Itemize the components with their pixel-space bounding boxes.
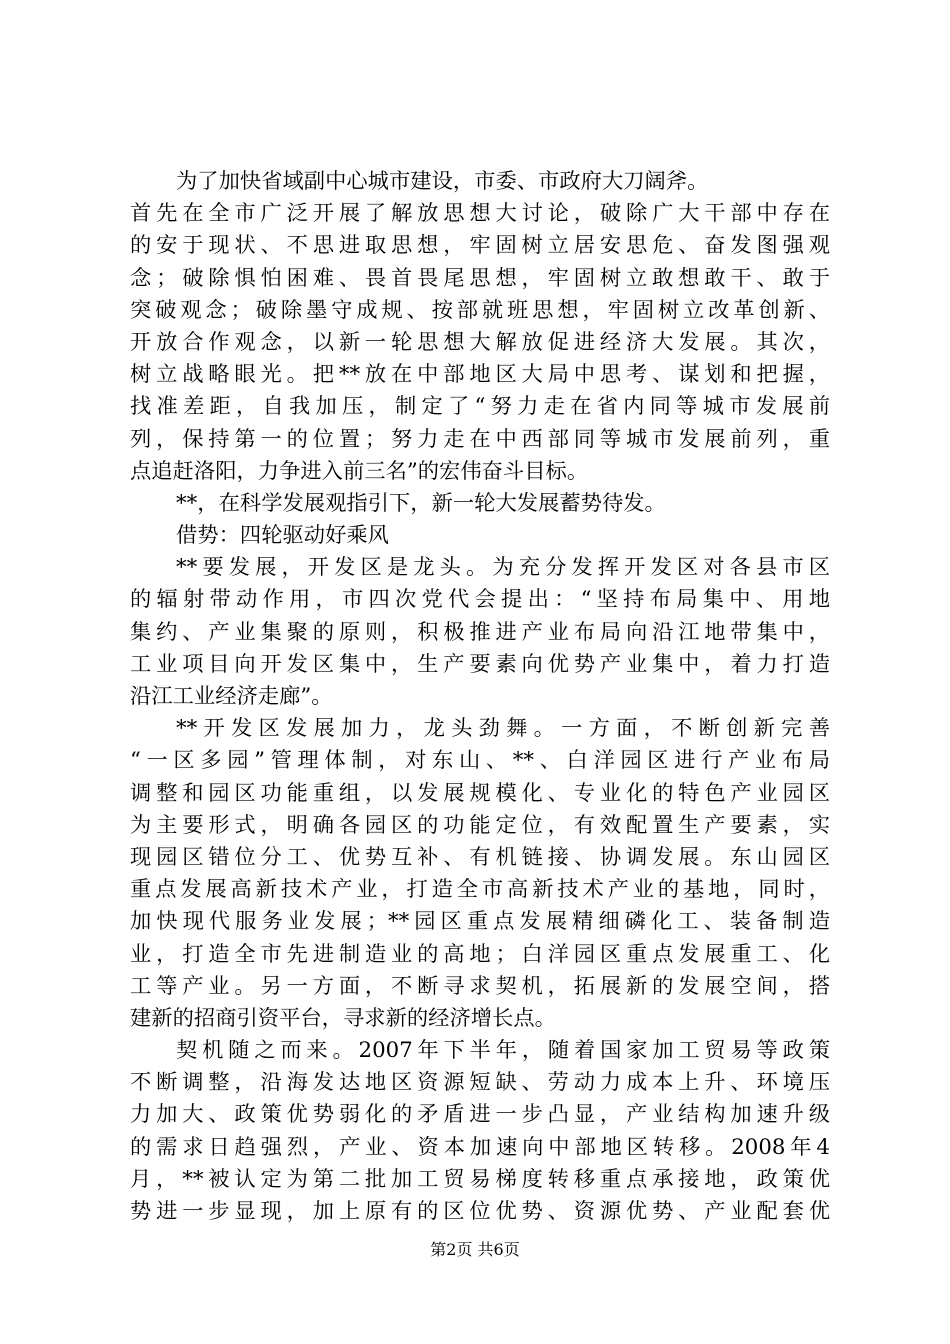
text-line: 列，保持第一的位置；努力走在中西部同等城市发展前列，重 bbox=[130, 426, 830, 452]
text-line: 建新的招商引资平台，寻求新的经济增长点。 bbox=[130, 1005, 556, 1031]
text-line: 首先在全市广泛开展了解放思想大讨论，破除广大干部中存在 bbox=[130, 201, 830, 227]
text-line: 集约、产业集聚的原则，积极推进产业布局向沿江地带集中， bbox=[130, 619, 830, 645]
text-line: 不断调整，沿海发达地区资源短缺、劳动力成本上升、环境压 bbox=[130, 1070, 830, 1096]
text-line: 找准差距，自我加压，制定了“努力走在省内同等城市发展前 bbox=[130, 394, 830, 420]
text-line: 的辐射带动作用，市四次党代会提出：“坚持布局集中、用地 bbox=[130, 587, 830, 613]
text-line: 重点发展高新技术产业，打造全市高新技术产业的基地，同时， bbox=[130, 877, 830, 903]
text-line: 念；破除惧怕困难、畏首畏尾思想，牢固树立敢想敢干、敢于 bbox=[130, 265, 830, 291]
text-line: 的需求日趋强烈，产业、资本加速向中部地区转移。2008年4 bbox=[130, 1134, 830, 1160]
text-line: 月，**被认定为第二批加工贸易梯度转移重点承接地，政策优 bbox=[130, 1166, 830, 1192]
page-number-footer: 第2页 共6页 bbox=[430, 1240, 520, 1259]
text-line: **，在科学发展观指引下，新一轮大发展蓄势待发。 bbox=[176, 490, 666, 516]
text-line: 契机随之而来。2007年下半年，随着国家加工贸易等政策 bbox=[176, 1038, 830, 1064]
text-line: 点追赶洛阳，力争进入前三名”的宏伟奋斗目标。 bbox=[130, 458, 589, 484]
text-line: 树立战略眼光。把**放在中部地区大局中思考、谋划和把握， bbox=[130, 362, 830, 388]
text-line: 加快现代服务业发展；**园区重点发展精细磷化工、装备制造 bbox=[130, 909, 830, 935]
text-line: 开放合作观念，以新一轮思想大解放促进经济大发展。其次， bbox=[130, 329, 830, 355]
text-line: 突破观念；破除墨守成规、按部就班思想，牢固树立改革创新、 bbox=[130, 297, 830, 323]
text-line: “一区多园”管理体制，对东山、**、白洋园区进行产业布局 bbox=[130, 748, 830, 774]
text-line: 的安于现状、不思进取思想，牢固树立居安思危、奋发图强观 bbox=[130, 233, 830, 259]
text-line: 沿江工业经济走廊”。 bbox=[130, 684, 333, 709]
text-line: 业，打造全市先进制造业的高地；白洋园区重点发展重工、化 bbox=[130, 941, 830, 967]
text-line: **要发展，开发区是龙头。为充分发挥开发区对各县市区 bbox=[176, 555, 830, 581]
text-line: **开发区发展加力，龙头劲舞。一方面，不断创新完善 bbox=[176, 716, 830, 742]
text-line: 工业项目向开发区集中，生产要素向优势产业集中，着力打造 bbox=[130, 651, 830, 677]
text-line: 工等产业。另一方面，不断寻求契机，拓展新的发展空间，搭 bbox=[130, 973, 830, 999]
text-line: 借势：四轮驱动好乘风 bbox=[176, 523, 389, 549]
text-line: 力加大、政策优势弱化的矛盾进一步凸显，产业结构加速升级 bbox=[130, 1102, 830, 1128]
text-line: 势进一步显现，加上原有的区位优势、资源优势、产业配套优 bbox=[130, 1199, 830, 1224]
text-line: 为了加快省域副中心城市建设，市委、市政府大刀阔斧。 bbox=[176, 169, 709, 194]
text-line: 现园区错位分工、优势互补、有机链接、协调发展。东山园区 bbox=[130, 844, 830, 870]
text-line: 为主要形式，明确各园区的功能定位，有效配置生产要素，实 bbox=[130, 812, 830, 838]
text-line: 调整和园区功能重组，以发展规模化、专业化的特色产业园区 bbox=[130, 780, 830, 806]
document-body bbox=[130, 166, 830, 1228]
